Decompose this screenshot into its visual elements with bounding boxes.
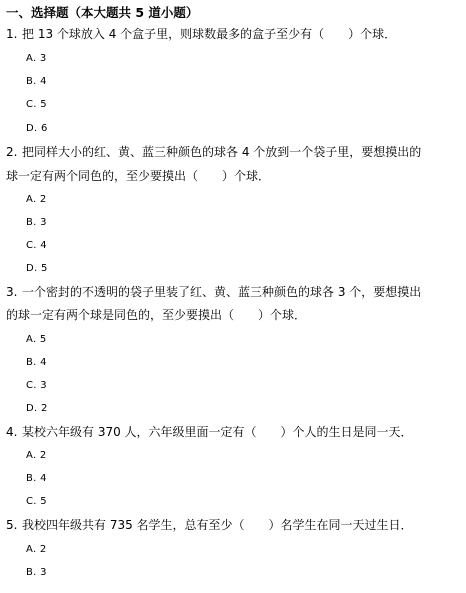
- question-1-text: 把 13 个球放入 4 个盒子里，则球数最多的盒子至少有（ ）个球．: [22, 27, 397, 41]
- question-2-option-b: B. 3: [26, 217, 47, 228]
- question-3-option-b: B. 4: [26, 357, 47, 368]
- question-3-line-1: [6, 284, 421, 300]
- question-2-number: 2.: [6, 145, 18, 159]
- question-4-number: 4.: [6, 425, 18, 439]
- question-2-option-a: A. 2: [26, 194, 47, 205]
- question-4-option-c: C. 5: [26, 496, 47, 507]
- question-3-text-1: 一个密封的不透明的袋子里装了红、黄、蓝三种颜色的球各 3 个，要想摸出: [22, 285, 422, 299]
- question-4-line-1: [6, 424, 413, 440]
- question-1-option-d: D. 6: [26, 123, 48, 134]
- question-3-number: 3.: [6, 285, 18, 299]
- question-5-line-1: [6, 517, 413, 533]
- question-5-number: 5.: [6, 518, 18, 532]
- question-2-option-d: D. 5: [26, 263, 48, 274]
- question-1-line-1: [6, 26, 396, 42]
- question-1-option-b: B. 4: [26, 76, 47, 87]
- question-2-line-1: [6, 144, 421, 160]
- question-3-line-2: 的球一定有两个球是同色的，至少要摸出（ ）个球．: [6, 308, 307, 322]
- question-3-option-d: D. 2: [26, 403, 48, 414]
- question-4-option-b: B. 4: [26, 473, 47, 484]
- question-4-option-a: A. 2: [26, 450, 47, 461]
- question-2-text-1: 把同样大小的红、黄、蓝三种颜色的球各 4 个放到一个袋子里，要想摸出的: [22, 145, 422, 159]
- question-5-text: 我校四年级共有 735 名学生，总有至少（ ）名学生在同一天过生日．: [22, 518, 413, 532]
- question-1-number: 1.: [6, 27, 18, 41]
- section-title: 一、选择题（本大题共 5 道小题）: [6, 5, 199, 20]
- question-1-option-a: A. 3: [26, 53, 47, 64]
- question-3-option-c: C. 3: [26, 380, 47, 391]
- question-5-option-b: B. 3: [26, 567, 47, 578]
- question-4-text: 某校六年级有 370 人，六年级里面一定有（ ）个人的生日是同一天．: [22, 425, 413, 439]
- question-1-option-c: C. 5: [26, 99, 47, 110]
- question-2-option-c: C. 4: [26, 240, 47, 251]
- question-3-option-a: A. 5: [26, 334, 47, 345]
- question-2-line-2: 球一定有两个同色的，至少要摸出（ ）个球．: [6, 169, 271, 183]
- question-5-option-a: A. 2: [26, 544, 47, 555]
